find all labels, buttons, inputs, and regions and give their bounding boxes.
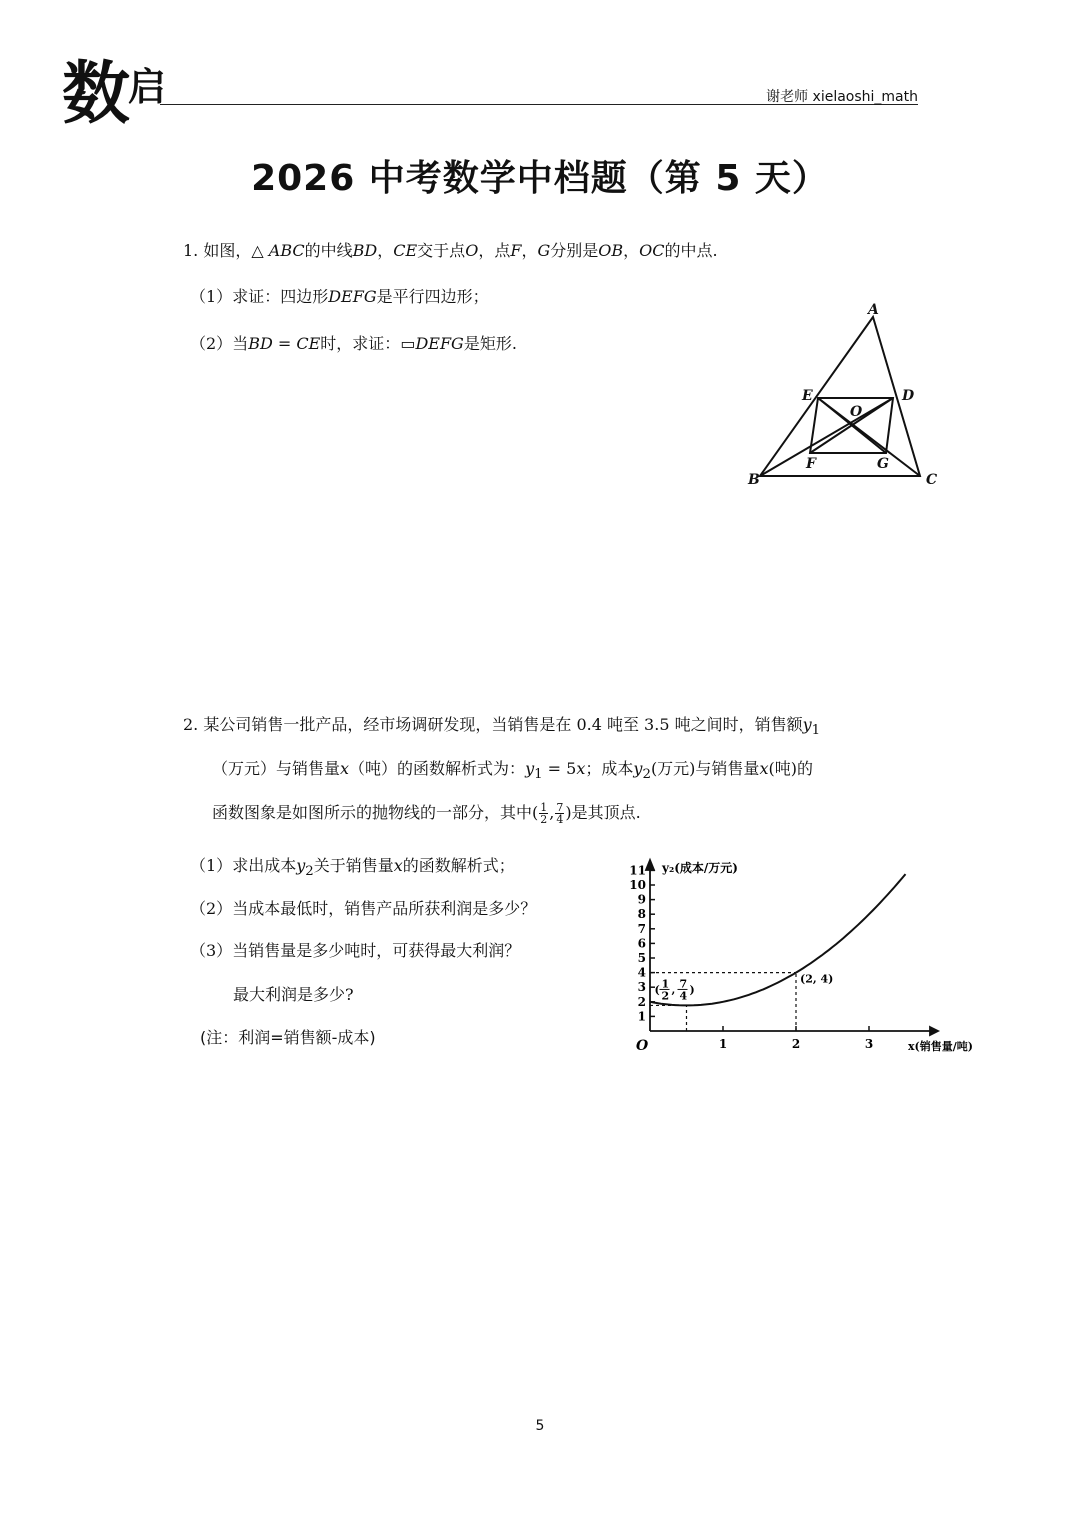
q2-line1: 2. 某公司销售一批产品，经市场调研发现，当销售是在 0.4 吨至 3.5 吨之间时，销售额$y_1$	[183, 715, 821, 739]
q2-note: (注：利润=销售额-成本)	[200, 1028, 376, 1047]
q2-part3-cont: 最大利润是多少?	[233, 985, 354, 1004]
label-o: O	[850, 404, 863, 420]
frac-one-half: $\frac{1}{2}$	[540, 801, 548, 826]
label-f: F	[806, 456, 816, 472]
point-2-4-label: (2, 4)	[800, 972, 834, 986]
x-axis-arrow	[930, 1027, 938, 1035]
y-axis-arrow	[646, 860, 654, 870]
cost-parabola	[650, 874, 906, 1005]
label-a: A	[868, 302, 879, 318]
q1-triangle-figure	[740, 300, 950, 495]
y-tick-label: 6	[637, 936, 646, 951]
svg-text:7: 7	[679, 977, 688, 991]
y-tick-label: 7	[637, 921, 646, 936]
logo-text: 启	[128, 64, 167, 109]
svg-text:1: 1	[661, 977, 670, 991]
x-tick-label: 1	[718, 1037, 728, 1051]
label-d: D	[902, 388, 915, 404]
svg-text:2: 2	[661, 989, 670, 1003]
svg-text:,: ,	[671, 983, 676, 997]
x-tick-label: 3	[864, 1037, 874, 1051]
label-g: G	[877, 456, 889, 472]
y-tick-label: 11	[629, 863, 646, 878]
q2-line2: （万元）与销售量x（吨）的函数解析式为：$y_1 = 5x$；成本$y_2$(万元)与销售量x(吨)的	[212, 759, 813, 783]
y-tick-label: 8	[637, 907, 646, 922]
svg-text:4: 4	[679, 989, 688, 1003]
x-tick-label: 2	[791, 1037, 801, 1051]
segment-bd	[760, 398, 893, 476]
logo-mark: 数	[62, 54, 127, 134]
q2-part3: （3）当销售量是多少吨时，可获得最大利润？	[190, 941, 521, 960]
q1-stem: 1. 如图，△ ABC的中线BD，CE交于点O，点F，G分别是OB，OC的中点.	[183, 241, 718, 260]
author-handle: 谢老师 xielaoshi_math	[766, 89, 918, 105]
label-c: C	[926, 472, 938, 488]
y-tick-label: 4	[637, 965, 646, 980]
y-tick-label: 10	[629, 878, 646, 892]
q1-part2: （2）当BD = CE时，求证：▭DEFG是矩形.	[190, 334, 517, 353]
y-tick-label: 9	[637, 892, 646, 907]
frac-seven-quarters: $\frac{7}{4}$	[556, 801, 564, 826]
page-number: 5	[535, 1418, 545, 1434]
y-tick-label: 1	[637, 1009, 646, 1024]
y-axis-label: y₂(成本/万元)	[662, 861, 738, 875]
origin-label: O	[636, 1038, 649, 1054]
svg-text:(: (	[654, 983, 660, 997]
x-axis-label: x(销售量/吨)	[908, 1040, 973, 1053]
q2-part2: （2）当成本最低时，销售产品所获利润是多少？	[190, 899, 537, 918]
svg-text:): )	[689, 983, 695, 997]
q2-part1: （1）求出成本$y_2$关于销售量x的函数解析式；	[190, 856, 515, 880]
y-tick-label: 5	[637, 951, 646, 965]
q2-line3: 函数图象是如图所示的抛物线的一部分，其中( $\frac{1}{2}$ , $\frac{7}{4}$ )是其顶点.	[212, 801, 641, 826]
q2-cost-chart	[620, 850, 1000, 1065]
y-tick-label: 3	[637, 980, 646, 995]
label-e: E	[802, 388, 813, 404]
label-b: B	[748, 472, 760, 488]
page-title: 2026 中考数学中档题（第 5 天）	[251, 158, 829, 199]
q1-part1: （1）求证：四边形DEFG是平行四边形；	[190, 287, 489, 306]
vertex-label	[655, 977, 695, 1002]
y-tick-label: 2	[637, 994, 646, 1009]
